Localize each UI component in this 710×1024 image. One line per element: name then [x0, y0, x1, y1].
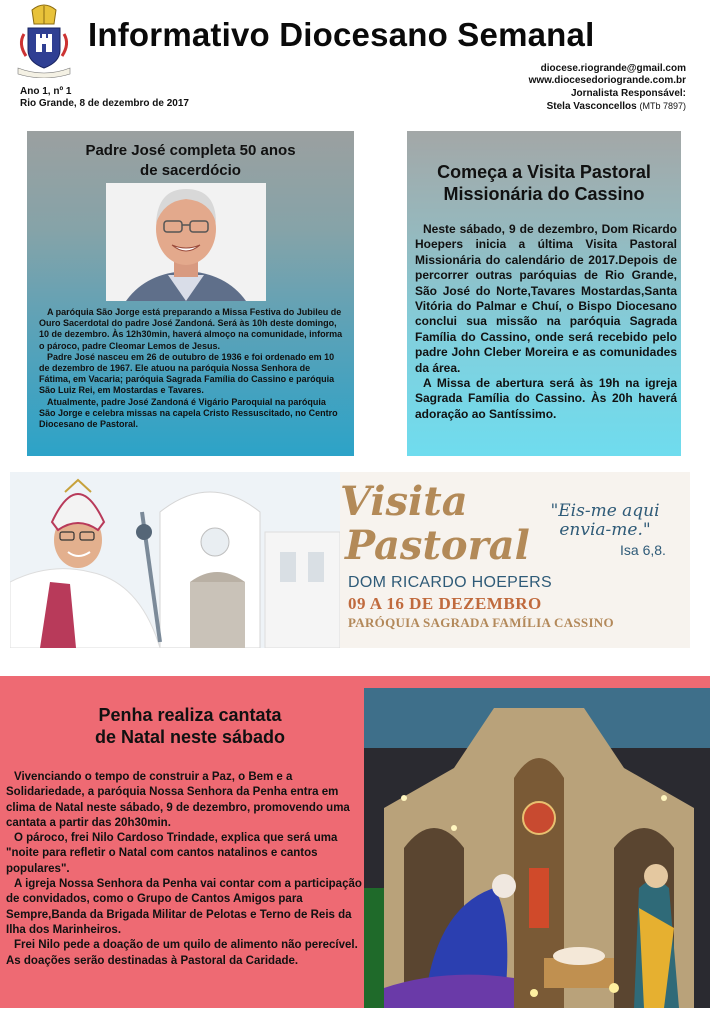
padre-jose-photo — [106, 183, 266, 301]
article-title-line: de sacerdócio — [140, 162, 241, 179]
article-title-line: de Natal neste sábado — [94, 727, 286, 747]
banner-quote-reference: Isa 6,8. — [620, 542, 666, 558]
article-title-line: Missionária do Cassino — [443, 184, 645, 204]
article-paragraph: A Missa de abertura será às 19h na igreja Sagrada Família do Cassino. Às 20h haverá adoração ao Santíssimo. — [415, 376, 677, 421]
issue-place-date: Rio Grande, 8 de dezembro de 2017 — [20, 98, 189, 109]
banner-title-line2: Pastoral — [345, 522, 530, 569]
contact-email[interactable]: diocese.riogrande@gmail.com — [540, 63, 686, 74]
article-title — [407, 161, 681, 205]
diocese-crest-logo — [14, 4, 74, 78]
article-title — [27, 141, 354, 181]
article-body — [415, 222, 677, 422]
issue-info — [20, 86, 189, 110]
visita-pastoral-banner — [10, 472, 690, 648]
newsletter-title: Informativo Diocesano Semanal — [88, 16, 595, 53]
contact-website[interactable]: www.diocesedoriogrande.com.br — [528, 75, 686, 87]
article-paragraph: A paróquia São Jorge está preparando a Missa Festiva do Jubileu de Ouro Sacerdotal do padre José Zandoná. Será às 10h deste domingo, 10 de dezembro. Às 12h30min, haverá almoço na comunidade, informa o pároco, padre Cleomar Lemos de Jesus. — [39, 307, 343, 351]
issue-number: Ano 1, nº 1 — [20, 86, 72, 97]
nativity-scene-photo — [364, 688, 710, 1008]
journalist-credit — [529, 100, 686, 113]
article-paragraph: Padre José nasceu em 26 de outubro de 1936 e foi ordenado em 10 de dezembro de 1967. Ele atuou na paróquia Nossa Senhora de Fátima, em Vacaria; paróquia Sagrada Família do Cassino e paróquia São Luiz Rei, em Mostardas e Tavares. — [39, 351, 335, 396]
article-paragraph: Frei Nilo pede a doação de um quilo de alimento não perecível. As doações serão destinadas à Pastoral da Caridade. — [6, 939, 358, 967]
banner-quote-line: "Eis-me aqui — [550, 501, 660, 521]
article-paragraph: Atualmente, padre José Zandoná é Vigário Paroquial na paróquia São Jorge e celebra missas na capela Cristo Ressuscitado, no Centro Diocesano de Pastoral. — [39, 396, 338, 430]
banner-dates: 09 A 16 DE DEZEMBRO — [348, 594, 542, 613]
article-paragraph: Neste sábado, 9 de dezembro, Dom Ricardo Hoepers inicia a última Visita Pastoral Missionária do calendário de 2017.Depois de percorrer outras paróquias de Rio Grande, São José do Norte,Tavares Mostardas,Santa Vitória do Palmar e Chuí, o Bispo Diocesano conclui sua missão na paróquia Sagrada Família do Cassino, onde será recebido pelo padre John Cleber Moreira e as comunidades da área. — [415, 222, 677, 375]
article-paragraph: Vivenciando o tempo de construir a Paz, o Bem e a Solidariedade, a paróquia Nossa Senhora da Penha entra em clima de Natal neste sábado, 9 de dezembro, promovendo uma cantata a partir das 20h30min. — [6, 771, 350, 829]
article-body — [39, 307, 343, 430]
journalist-registration: (MTb 7897) — [639, 101, 686, 112]
article-title-line: Começa a Visita Pastoral — [437, 162, 651, 182]
article-cantata-natal — [0, 676, 710, 1008]
article-title — [40, 704, 340, 748]
article-padre-jose — [27, 131, 354, 456]
banner-quote-line: envia-me." — [559, 520, 651, 540]
banner-quote — [530, 502, 680, 540]
journalist-label: Jornalista Responsável: — [570, 87, 686, 99]
article-body — [6, 770, 362, 969]
journalist-name: Stela Vasconcellos — [546, 101, 637, 113]
banner-bishop-name: DOM RICARDO HOEPERS — [348, 574, 552, 591]
article-paragraph: A igreja Nossa Senhora da Penha vai contar com a participação de convidados, como o Grupo de Cantos Amigos para Sempre,Banda da Brigada Militar de Pelotas e Terno de Reis da Ilha dos Marinheiros. — [6, 878, 362, 936]
article-title-line: Padre José completa 50 anos — [85, 142, 296, 159]
bishop-church-illustration — [10, 472, 340, 648]
banner-parish: PARÓQUIA SAGRADA FAMÍLIA CASSINO — [348, 615, 614, 630]
article-title-line: Penha realiza cantata — [98, 705, 282, 725]
article-paragraph: O pároco, frei Nilo Cardoso Trindade, explica que será uma "noite para refletir o Natal com cantos natalinos e cantos populares". — [6, 832, 338, 875]
contact-block — [529, 63, 686, 114]
article-visita-pastoral — [407, 131, 681, 456]
banner-title-line1: Visita — [340, 478, 468, 525]
